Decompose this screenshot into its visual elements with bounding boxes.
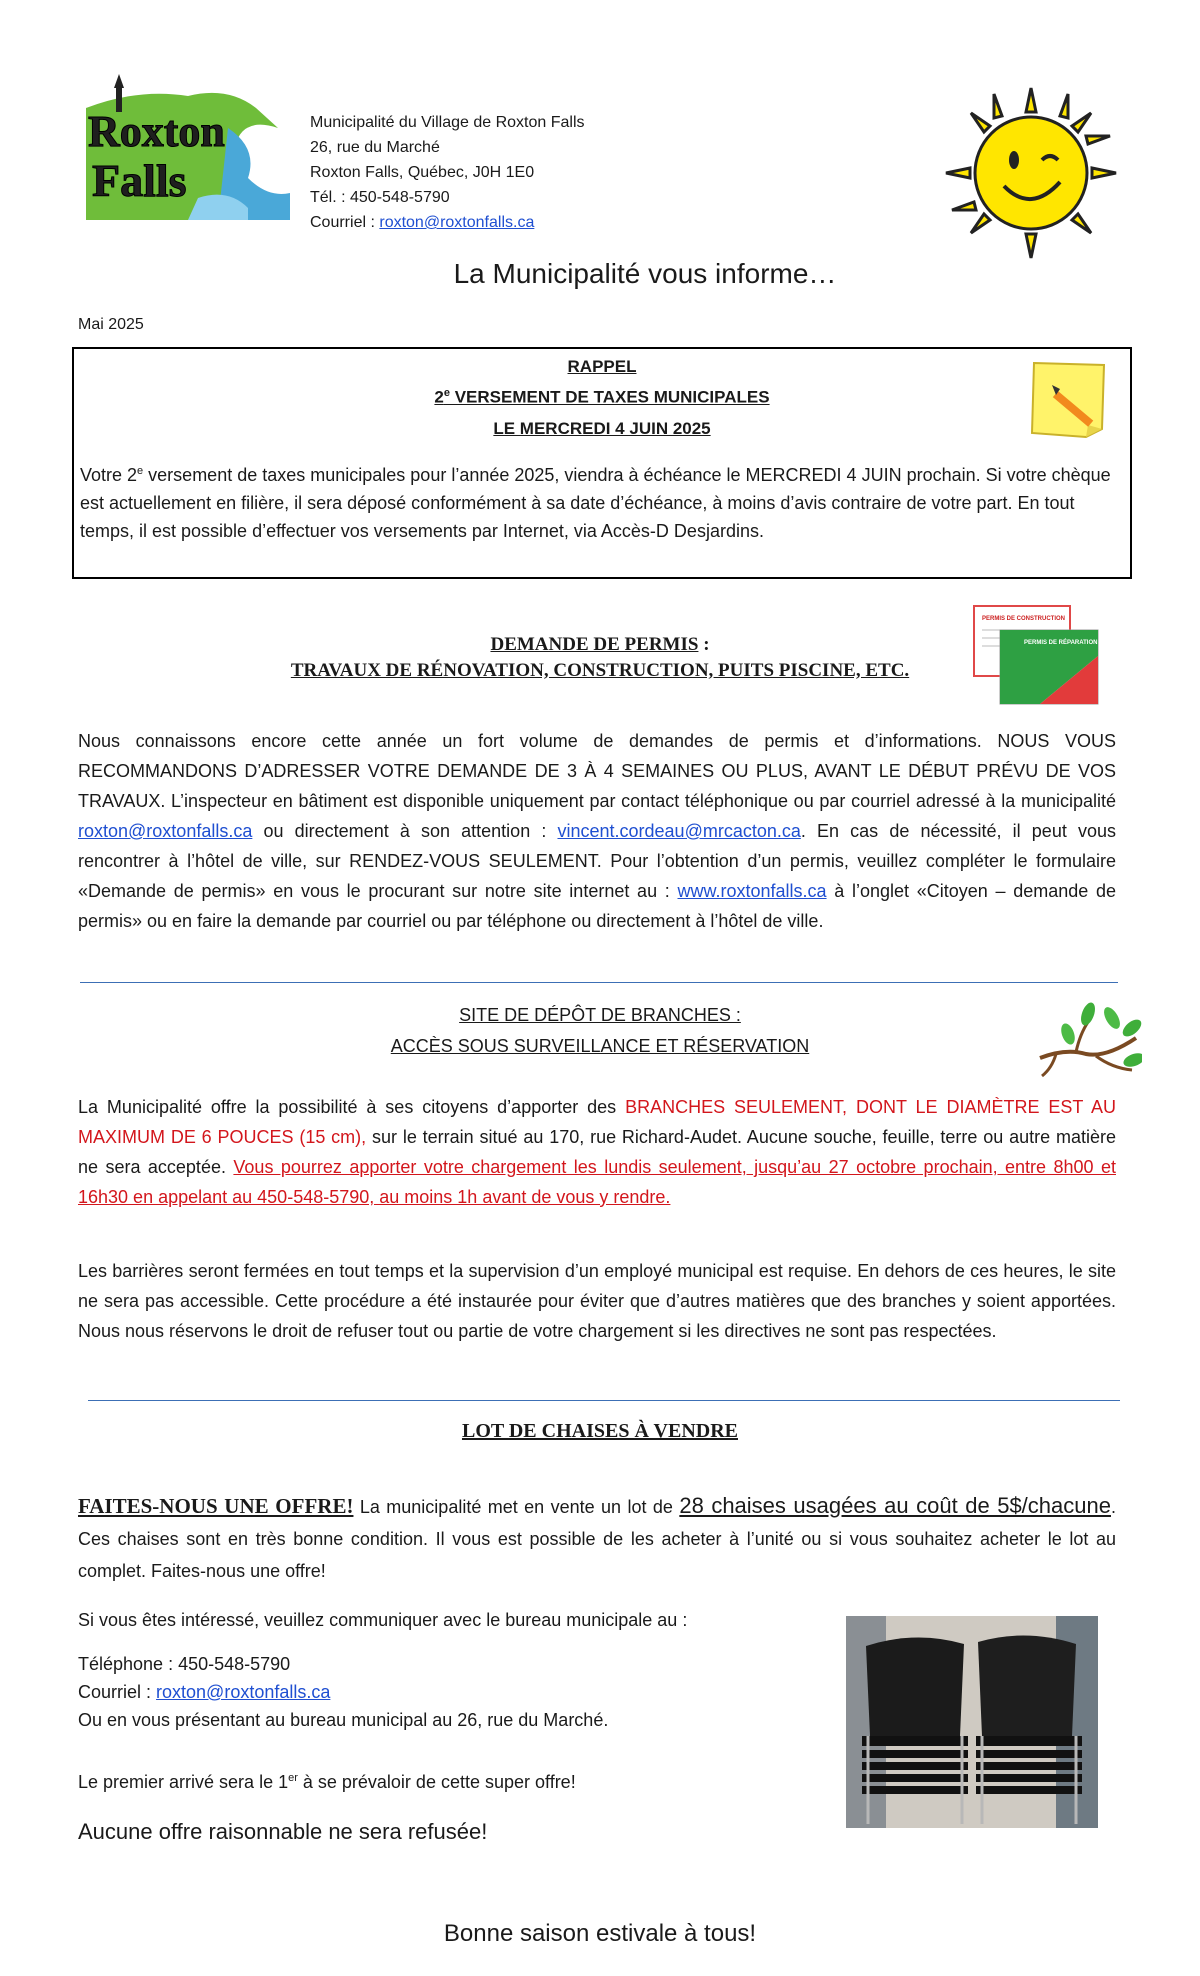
tax-reminder-box: [72, 347, 1132, 579]
permit-paragraph: [78, 726, 1116, 936]
chairs-text-a: La municipalité met en vente un lot de: [353, 1497, 680, 1517]
first-come-rest: à se prévaloir de cette super offre!: [297, 1772, 576, 1792]
branch-text-b: sur le terrain situé au 170, rue Richard-Audet. Aucune souche, feuille, terre ou autre matière ne sera acceptée.: [78, 1127, 1116, 1177]
chairs-email-line: [78, 1678, 330, 1706]
branch-text-a: La Municipalité offre la possibilité à ses citoyens d’apporter des: [78, 1097, 626, 1117]
section-divider-2: [88, 1400, 1120, 1401]
reminder-superscript: e: [137, 465, 144, 477]
make-offer-text: FAITES-NOUS UNE OFFRE!: [78, 1494, 354, 1518]
municipality-address: [310, 110, 585, 235]
permit-text-4: à l’onglet «Citoyen – demande de permis» ou en faire la demande par courriel ou par téléphone ou directement à l’hôtel de ville.: [78, 881, 1116, 931]
chairs-email-label: Courriel :: [78, 1682, 157, 1702]
construction-permit-icon-label: PERMIS DE CONSTRUCTION: [982, 616, 1066, 622]
reminder-text-start: Votre 2: [80, 465, 138, 485]
logo-word-roxton: Roxton: [88, 107, 225, 156]
no-refusal-line: Aucune offre raisonnable ne sera refusée!: [78, 1819, 488, 1844]
branch-site-heading: SITE DE DÉPÔT DE BRANCHES :: [459, 1005, 741, 1025]
permit-heading-text: DEMANDE DE PERMIS: [490, 634, 699, 655]
heading-superscript: e: [443, 387, 450, 399]
section-divider: [80, 982, 1118, 983]
roxton-falls-logo: [78, 68, 290, 220]
due-date-heading: LE MERCREDI 4 JUIN 2025: [493, 419, 711, 438]
permit-section-heading: [0, 634, 1200, 656]
permit-section-subheading: TRAVAUX DE RÉNOVATION, CONSTRUCTION, PUITS PISCINE, ETC.: [290, 660, 910, 681]
tree-branch-icon: [1036, 998, 1142, 1082]
heading-number: 2: [434, 387, 444, 407]
logo-word-falls: Falls: [92, 155, 187, 206]
permit-text-2: ou directement à son attention :: [252, 821, 558, 841]
branch-schedule-text: Vous pourrez apporter votre chargement les lundis seulement, jusqu’au 27 octobre prochain, entre 8h00 et 16h30 en appelant au 450-548-5790, au moins 1h avant de vous y rendre.: [78, 1157, 1116, 1207]
municipality-email-link[interactable]: roxton@roxtonfalls.ca: [78, 821, 253, 841]
issue-date: Mai 2025: [78, 316, 144, 333]
phone-line: Téléphone : 450-548-5790: [78, 1654, 291, 1674]
chairs-text-b: . Ces chaises sont en très bonne condition. Il vous est possible de les acheter à l’unité ou si vous souhaitez acheter le lot au complet. Faites-nous une offre!: [78, 1497, 1116, 1581]
website-link[interactable]: www.roxtonfalls.ca: [677, 881, 827, 901]
reminder-paragraph: [80, 457, 1120, 545]
contact-intro: Si vous êtes intéressé, veuillez communiquer avec le bureau municipale au :: [78, 1610, 688, 1630]
branch-paragraph-1: [78, 1092, 1116, 1212]
address-line-1: Municipalité du Village de Roxton Falls: [310, 114, 585, 131]
smiling-sun-icon: [944, 86, 1118, 260]
reminder-text-rest: versement de taxes municipales pour l’année 2025, viendra à échéance le MERCREDI 4 JUIN prochain. Si votre chèque est actuellement en filière, il sera déposé conformément à sa date d’échéance, à moins d’avis contraire de votre part. En tout temps, il est possible d’effectuer vos versements par Internet, via Accès-D Desjardins.: [80, 465, 1111, 541]
page-title: La Municipalité vous informe…: [453, 258, 837, 289]
inspector-email-link[interactable]: vincent.cordeau@mrcacton.ca: [557, 821, 801, 841]
first-come-text: Le premier arrivé sera le 1: [78, 1772, 289, 1792]
office-line: Ou en vous présentant au bureau municipal au 26, rue du Marché.: [78, 1710, 609, 1730]
header-email-link[interactable]: roxton@roxtonfalls.ca: [379, 214, 535, 231]
chairs-offer-paragraph: [78, 1490, 1116, 1587]
branch-red-text: BRANCHES SEULEMENT, DONT LE DIAMÈTRE EST AU MAXIMUM DE 6 POUCES (15 cm),: [78, 1097, 1116, 1147]
chairs-email-link[interactable]: roxton@roxtonfalls.ca: [156, 1682, 331, 1702]
address-line-3: Roxton Falls, Québec, J0H 1E0: [310, 164, 535, 181]
heading-rest: VERSEMENT DE TAXES MUNICIPALES: [450, 387, 770, 407]
chairs-price-text: 28 chaises usagées au coût de 5$/chacune: [679, 1493, 1111, 1518]
address-line-4: Tél. : 450-548-5790: [310, 189, 450, 206]
branch-paragraph-2: Les barrières seront fermées en tout temps et la supervision d’un employé municipal est requise. En dehors de ces heures, le site ne sera pas accessible. Cette procédure a été instaurée pour éviter que d’autres matières que des branches y soient apportées. Nous nous réservons le droit de refuser tout ou partie de votre chargement si les directives ne sont pas respectées.: [78, 1261, 1116, 1341]
chairs-sale-heading: LOT DE CHAISES À VENDRE: [461, 1420, 738, 1442]
permit-text-3: . En cas de nécessité, il peut vous rencontrer à l’hôtel de ville, sur RENDEZ-VOUS SEULEMENT. Pour l’obtention d’un permis, veuillez compléter le formulaire «Demande de permis» en vous le procurant sur notre site internet au :: [78, 821, 1116, 901]
reminder-heading: RAPPEL: [567, 357, 637, 376]
first-come-superscript: er: [288, 1772, 298, 1784]
permit-heading-colon: :: [698, 634, 710, 655]
permit-text-1: Nous connaissons encore cette année un fort volume de demandes de permis et d’informations. NOUS VOUS RECOMMANDONS D’ADRESSER VOTRE DEMANDE DE 3 À 4 SEMAINES OU PLUS, AVANT LE DÉBUT PRÉVU DE VOS TRAVAUX. L’inspecteur en bâtiment est disponible uniquement par contact téléphonique ou par courriel adressé à la municipalité: [78, 731, 1116, 811]
repair-permit-icon-label: PERMIS DE RÉPARATION: [1024, 640, 1098, 646]
closing-message: Bonne saison estivale à tous!: [443, 1920, 757, 1947]
address-email-line: [310, 210, 585, 235]
first-come-line: [78, 1764, 576, 1796]
address-line-2: 26, rue du Marché: [310, 139, 440, 156]
sticky-note-pencil-icon: [1028, 359, 1110, 441]
stacked-chairs-photo: [846, 1616, 1098, 1828]
branch-site-subheading: ACCÈS SOUS SURVEILLANCE ET RÉSERVATION: [390, 1036, 810, 1056]
email-label: Courriel :: [310, 214, 380, 231]
tax-installment-heading: [74, 387, 1130, 408]
